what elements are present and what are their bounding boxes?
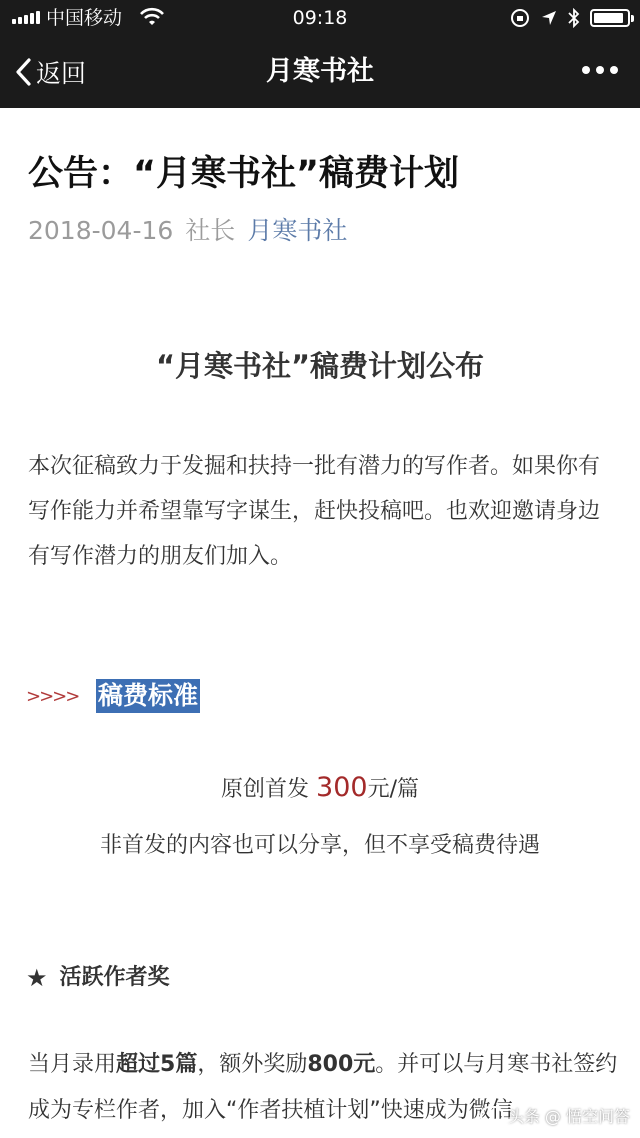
- award-bonus: 800元: [307, 1052, 376, 1077]
- award-text-part: ，额外奖励: [197, 1052, 308, 1077]
- arrows-decoration-icon: >>>>: [26, 685, 79, 707]
- location-arrow-icon: [540, 9, 558, 27]
- fee-standard-heading: [26, 676, 200, 716]
- fee-suffix: 元/篇: [367, 777, 419, 802]
- wukong-logo-icon: [480, 1106, 504, 1126]
- fee-note: 非首发的内容也可以分享，但不享受稿费待遇: [99, 833, 540, 858]
- award-threshold: 超过5篇: [116, 1052, 198, 1077]
- star-icon: ★: [26, 964, 48, 992]
- award-text-part: 当月录用: [28, 1052, 117, 1077]
- account-link[interactable]: 月寒书社: [247, 216, 348, 245]
- article-headline: “月寒书社”稿费计划公布: [155, 349, 485, 383]
- article-title: 公告：“月寒书社”稿费计划: [28, 154, 460, 194]
- bluetooth-icon: [568, 8, 580, 28]
- page-title: 月寒书社: [266, 56, 374, 87]
- battery-level-fill: [594, 13, 623, 23]
- clock-time: 09:18: [292, 7, 348, 29]
- fee-standard-label: 稿费标准: [96, 679, 200, 713]
- award-heading: [26, 958, 170, 998]
- watermark: [480, 1104, 630, 1127]
- fee-rate: [0, 768, 640, 810]
- back-button-label: 返回: [36, 59, 87, 88]
- watermark-text: 头条 @ 悟空问答: [507, 1107, 630, 1126]
- publish-date: 2018-04-16: [28, 216, 174, 245]
- award-title: 活跃作者奖: [59, 965, 170, 990]
- author-name: 社长: [185, 216, 236, 245]
- carrier-name: 中国移动: [46, 7, 123, 29]
- fee-prefix: 原创首发: [221, 777, 310, 802]
- more-options-button[interactable]: [582, 66, 618, 74]
- more-dots-icon: [582, 66, 590, 74]
- navigation-bar: [0, 36, 640, 108]
- battery-icon: [590, 9, 630, 27]
- article-meta: [28, 214, 347, 248]
- orientation-lock-icon: [510, 8, 530, 28]
- status-right-icons: [510, 7, 630, 29]
- fee-amount: 300: [316, 772, 368, 803]
- intro-paragraph: 本次征稿致力于发掘和扶持一批有潜力的写作者。如果你有写作能力并希望靠写字谋生，赶快投稿吧。也欢迎邀请身边有写作潜力的朋友们加入。: [28, 454, 601, 569]
- award-text-part: 。并可以与月寒书社签约成为专栏作者，加入“作者扶植计划”快速成为微信: [28, 1052, 618, 1123]
- status-bar: [0, 0, 640, 36]
